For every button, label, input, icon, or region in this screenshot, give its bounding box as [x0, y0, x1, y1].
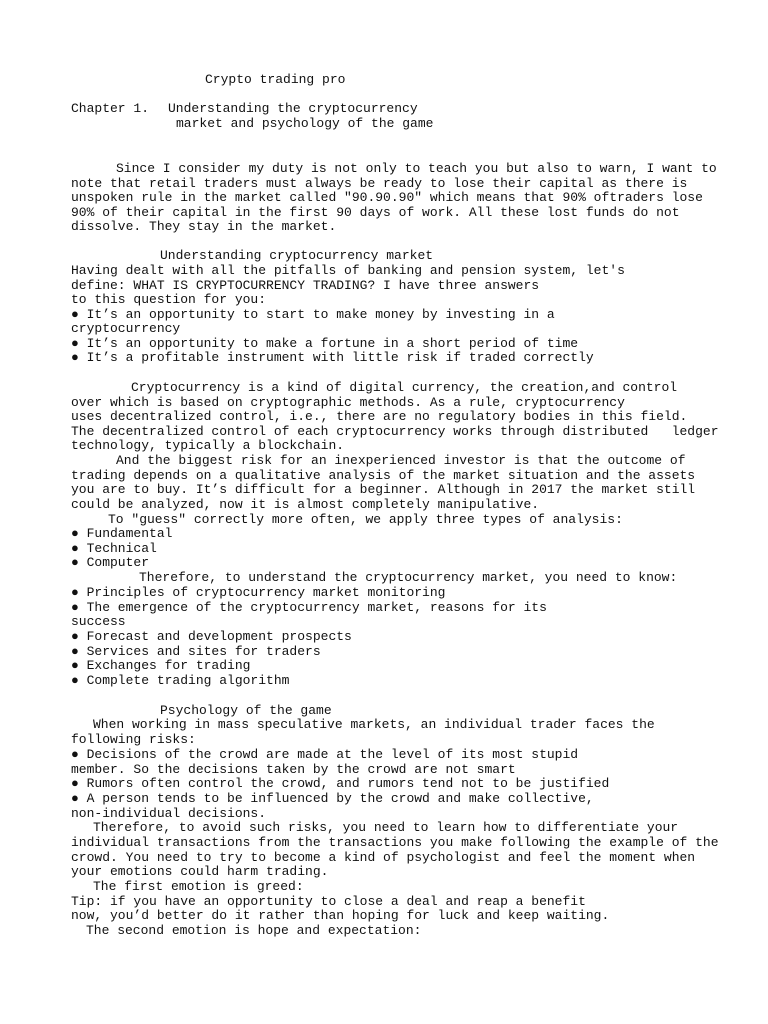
analysis-list-item: ● Technical	[71, 541, 157, 556]
intro-line: dissolve. They stay in the market.	[71, 219, 337, 234]
definition-line: The decentralized control of each cryptocurrency works through distributed ledger	[71, 424, 719, 439]
answer-list-item: ● It’s an opportunity to start to make money by investing in a	[71, 307, 555, 322]
know-list-item: ● The emergence of the cryptocurrency market, reasons for its	[71, 600, 547, 615]
section-heading-market: Understanding cryptocurrency market	[160, 248, 434, 263]
risk-list-item: member. So the decisions taken by the crowd are not smart	[71, 762, 516, 777]
intro-line: 90% of their capital in the first 90 days of work. All these lost funds do not	[71, 205, 680, 220]
section1-intro-line: define: WHAT IS CRYPTOCURRENCY TRADING? I have three answers	[71, 278, 540, 293]
risk-line: you are to buy. It’s difficult for a beginner. Although in 2017 the market still	[71, 482, 696, 497]
risk-list-item: ● Rumors often control the crowd, and rumors tend not to be justified	[71, 776, 610, 791]
answer-list-item: ● It’s an opportunity to make a fortune in a short period of time	[71, 336, 579, 351]
risk-list-item: ● Decisions of the crowd are made at the level of its most stupid	[71, 747, 579, 762]
answer-list-item: cryptocurrency	[71, 321, 181, 336]
section2-intro-line: following risks:	[71, 732, 196, 747]
section1-intro-line: to this question for you:	[71, 292, 267, 307]
definition-line: uses decentralized control, i.e., there are no regulatory bodies in this field.	[71, 409, 688, 424]
risk-line: could be analyzed, now it is almost completely manipulative.	[71, 497, 540, 512]
definition-line: over which is based on cryptographic methods. As a rule, cryptocurrency	[71, 395, 625, 410]
risk-list-item: ● A person tends to be influenced by the crowd and make collective,	[71, 791, 594, 806]
advice-line: individual transactions from the transactions you make following the example of the	[71, 835, 719, 850]
chapter-title-line-2: market and psychology of the game	[176, 116, 434, 131]
risk-list-item: non-individual decisions.	[71, 806, 267, 821]
advice-line: Therefore, to avoid such risks, you need to learn how to differentiate your	[93, 820, 679, 835]
document-title: Crypto trading pro	[205, 72, 346, 87]
definition-line: Cryptocurrency is a kind of digital currency, the creation,and control	[131, 380, 678, 395]
know-list-item: ● Exchanges for trading	[71, 658, 251, 673]
know-list-item: ● Services and sites for traders	[71, 644, 321, 659]
intro-line: note that retail traders must always be ready to lose their capital as there is	[71, 176, 688, 191]
emotion-greed: The first emotion is greed:	[93, 879, 304, 894]
risk-line: And the biggest risk for an inexperienced investor is that the outcome of	[116, 453, 686, 468]
section-heading-psychology: Psychology of the game	[160, 703, 332, 718]
analysis-list-item: ● Computer	[71, 555, 150, 570]
know-list-item: success	[71, 614, 126, 629]
emotion-hope: The second emotion is hope and expectation:	[86, 923, 422, 938]
tip-line: now, you’d better do it rather than hoping for luck and keep waiting.	[71, 908, 610, 923]
advice-line: your emotions could harm trading.	[71, 864, 329, 879]
chapter-title-line-1: Understanding the cryptocurrency	[168, 101, 418, 116]
know-list-item: ● Complete trading algorithm	[71, 673, 290, 688]
know-list-item: ● Forecast and development prospects	[71, 629, 352, 644]
definition-line: technology, typically a blockchain.	[71, 438, 345, 453]
know-list-item: ● Principles of cryptocurrency market monitoring	[71, 585, 446, 600]
advice-line: crowd. You need to try to become a kind of psychologist and feel the moment when	[71, 850, 696, 865]
answer-list-item: ● It’s a profitable instrument with little risk if traded correctly	[71, 350, 594, 365]
chapter-label: Chapter 1.	[71, 101, 150, 116]
tip-line: Tip: if you have an opportunity to close a deal and reap a benefit	[71, 894, 586, 909]
analysis-intro: To "guess" correctly more often, we apply three types of analysis:	[108, 512, 623, 527]
know-intro: Therefore, to understand the cryptocurrency market, you need to know:	[139, 570, 678, 585]
intro-line: unspoken rule in the market called "90.90.90" which means that 90% oftraders lose	[71, 190, 703, 205]
intro-line: Since I consider my duty is not only to teach you but also to warn, I want to	[116, 161, 717, 176]
analysis-list-item: ● Fundamental	[71, 526, 173, 541]
section2-intro-line: When working in mass speculative markets, an individual trader faces the	[93, 717, 655, 732]
risk-line: trading depends on a qualitative analysis of the market situation and the assets	[71, 468, 696, 483]
section1-intro-line: Having dealt with all the pitfalls of banking and pension system, let's	[71, 263, 625, 278]
